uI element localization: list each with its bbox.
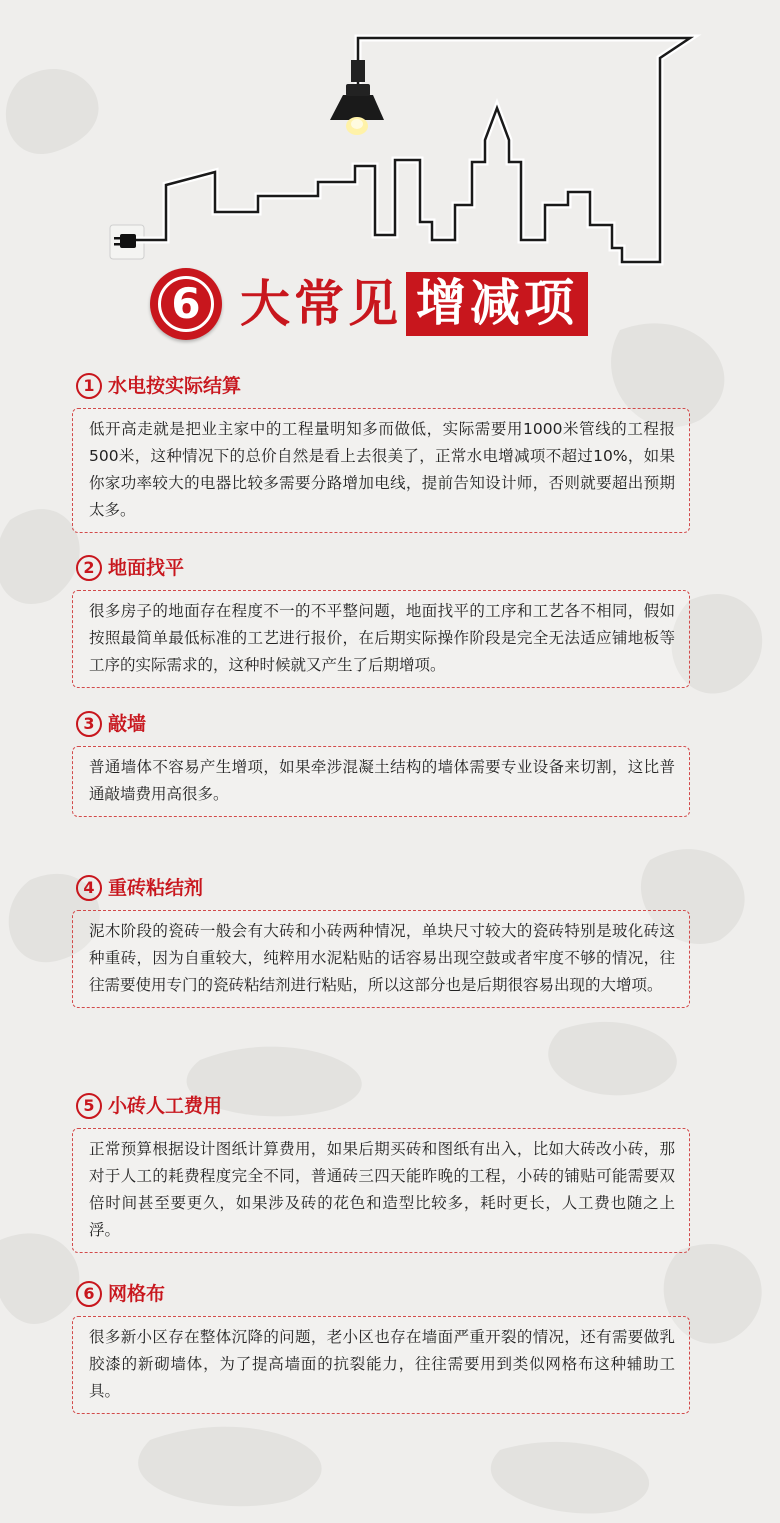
title-number: 6 — [158, 276, 214, 332]
section-5 — [72, 1092, 690, 1253]
section-number-badge: 6 — [76, 1281, 102, 1307]
section-number-badge: 4 — [76, 875, 102, 901]
section-number-badge: 5 — [76, 1093, 102, 1119]
section-1 — [72, 372, 690, 533]
section-number-badge: 3 — [76, 711, 102, 737]
section-body: 普通墙体不容易产生增项，如果牵涉混凝土结构的墙体需要专业设备来切割，这比普通敲墙费用高很多。 — [72, 746, 690, 817]
section-heading — [76, 710, 690, 738]
section-body: 正常预算根据设计图纸计算费用，如果后期买砖和图纸有出入，比如大砖改小砖，那对于人工的耗费程度完全不同，普通砖三四天能昨晚的工程，小砖的铺贴可能需要双倍时间甚至要更久，如果涉及砖的花色和造型比较多，耗时更长，人工费也随之上浮。 — [72, 1128, 690, 1253]
section-title: 敲墙 — [108, 712, 147, 735]
header-illustration — [0, 0, 780, 270]
section-title: 小砖人工费用 — [108, 1094, 223, 1117]
section-heading — [76, 1092, 690, 1120]
section-heading — [76, 874, 690, 902]
section-body: 很多房子的地面存在程度不一的不平整问题，地面找平的工序和工艺各不相同，假如按照最简单最低标准的工艺进行报价，在后期实际操作阶段是完全无法适应铺地板等工序的实际需求的，这种时候就又产生了后期增项。 — [72, 590, 690, 688]
section-2 — [72, 554, 690, 688]
section-3 — [72, 710, 690, 817]
title-text-plain: 大常见 — [240, 275, 402, 333]
section-heading — [76, 1280, 690, 1308]
section-6 — [72, 1280, 690, 1414]
section-heading — [76, 372, 690, 400]
city-skyline-outline — [136, 38, 690, 262]
section-number-badge: 2 — [76, 555, 102, 581]
section-title: 地面找平 — [108, 556, 185, 579]
section-body: 低开高走就是把业主家中的工程量明知多而做低，实际需要用1000米管线的工程报500米，这种情况下的总价自然是看上去很美了，正常水电增减项不超过10%，如果你家功率较大的电器比较多需要分路增加电线，提前告知设计师，否则就要超出预期太多。 — [72, 408, 690, 533]
section-body: 很多新小区存在整体沉降的问题，老小区也存在墙面严重开裂的情况，还有需要做乳胶漆的新砌墙体，为了提高墙面的抗裂能力，往往需要用到类似网格布这种辅助工具。 — [72, 1316, 690, 1414]
section-body: 泥木阶段的瓷砖一般会有大砖和小砖两种情况，单块尺寸较大的瓷砖特别是玻化砖这种重砖，因为自重较大，纯粹用水泥粘贴的话容易出现空鼓或者牢度不够的情况，往往需要使用专门的瓷砖粘结剂进行粘贴，所以这部分也是后期很容易出现的大增项。 — [72, 910, 690, 1008]
section-4 — [72, 874, 690, 1008]
section-title: 网格布 — [108, 1282, 166, 1305]
section-title: 水电按实际结算 — [108, 374, 242, 397]
main-title — [150, 266, 588, 342]
title-text-boxed: 增减项 — [406, 272, 588, 336]
section-title: 重砖粘结剂 — [108, 876, 204, 899]
section-heading — [76, 554, 690, 582]
section-number-badge: 1 — [76, 373, 102, 399]
ceiling-lamp-icon — [330, 60, 384, 135]
title-number-badge — [150, 268, 222, 340]
